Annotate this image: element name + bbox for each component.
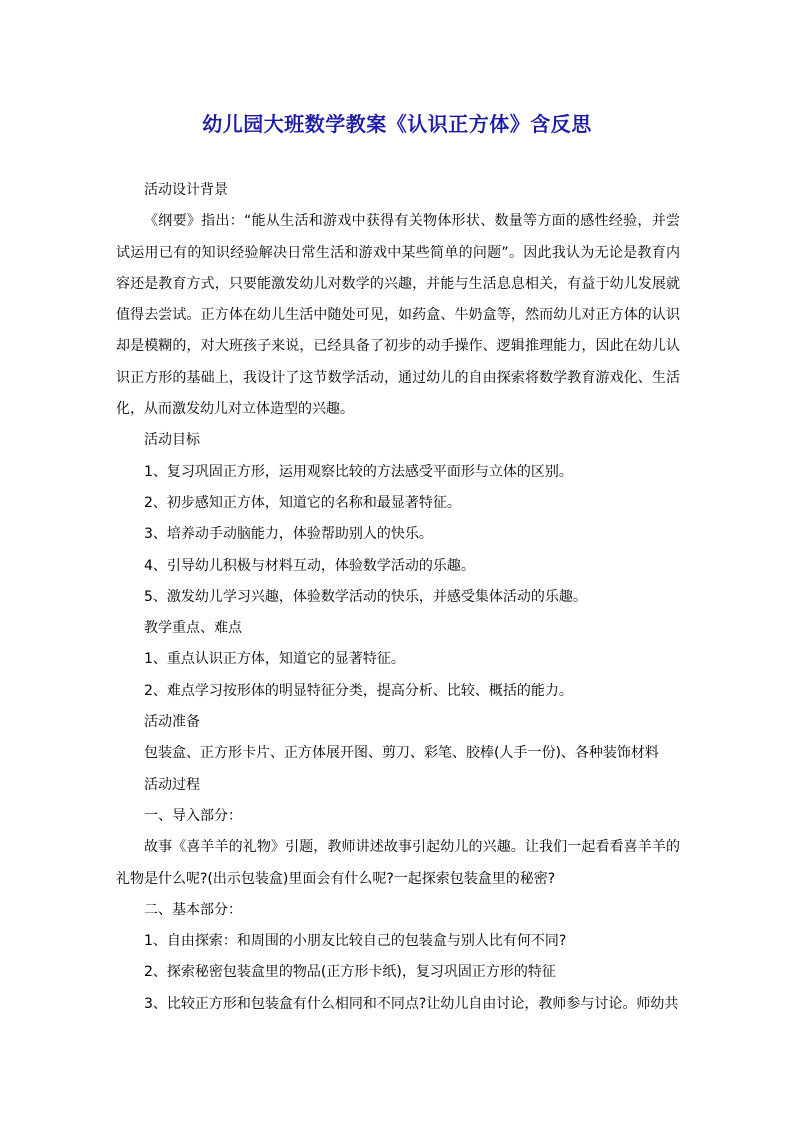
process-step: 1、自由探索：和周围的小朋友比较自己的包装盒与别人比有何不同?: [144, 933, 567, 950]
process-step: 2、探索秘密包装盒里的物品(正方形卡纸)，复习巩固正方形的特征: [144, 964, 556, 981]
section-heading-process: 活动过程: [144, 776, 200, 793]
paragraph-background: 《纲要》指出：“能从生活和游戏中获得有关物体形状、数量等方面的感性经验，并尝试运用已有的知识经验解决日常生活和游戏中某些简单的问题”。因此我认为无论是教育内容还是教育方式，只要能激发幼儿对数学的兴趣，并能与生活息息相关，有益于幼儿发展就值得去尝试。正方体在幼儿生活中随处可见，如药盒、牛奶盒等，然而幼儿对正方体的认识却是模糊的，对大班孩子来说，已经具备了初步的动手操作、逻辑推理能力，因此在幼儿认识正方形的基础上，我设计了这节数学活动，通过幼儿的自由探索将数学教育游戏化、生活化，从而激发幼儿对立体造型的兴趣。: [116, 213, 680, 418]
key-point-item: 2、难点学习按形体的明显特征分类，提高分析、比较、概括的能力。: [144, 682, 573, 699]
section-heading-key-points: 教学重点、难点: [144, 620, 242, 637]
goal-item: 4、引导幼儿积极与材料互动，体验数学活动的乐趣。: [144, 557, 475, 574]
goal-item: 3、培养动手动脑能力，体验帮助别人的快乐。: [144, 526, 433, 543]
page-title: 幼儿园大班数学教案《认识正方体》含反思: [202, 112, 592, 136]
subsection-heading-basic: 二、基本部分：: [144, 901, 242, 918]
document-body: [116, 175, 680, 1020]
process-step: 3、比较正方形和包装盒有什么相同和不同点?让幼儿自由讨论，教师参与讨论。师幼共: [144, 995, 679, 1012]
paragraph-materials: 包装盒、正方形卡片、正方体展开图、剪刀、彩笔、胶棒(人手一份)、各种装饰材料: [144, 745, 659, 762]
key-point-item: 1、重点认识正方体，知道它的显著特征。: [144, 651, 405, 668]
section-heading-preparation: 活动准备: [144, 714, 200, 731]
goal-item: 1、复习巩固正方形，运用观察比较的方法感受平面形与立体的区别。: [144, 463, 573, 480]
section-heading-background: 活动设计背景: [144, 182, 228, 198]
goal-item: 5、激发幼儿学习兴趣，体验数学活动的快乐，并感受集体活动的乐趣。: [144, 588, 587, 605]
goal-item: 2、初步感知正方体，知道它的名称和最显著特征。: [144, 494, 461, 511]
paragraph-intro: 故事《喜羊羊的礼物》引题，教师讲述故事引起幼儿的兴趣。让我们一起看看喜羊羊的礼物是什么呢?(出示包装盒)里面会有什么呢?一起探索包装盒里的秘密?: [116, 839, 680, 887]
section-heading-goals: 活动目标: [144, 432, 200, 449]
subsection-heading-intro: 一、导入部分：: [144, 807, 242, 824]
